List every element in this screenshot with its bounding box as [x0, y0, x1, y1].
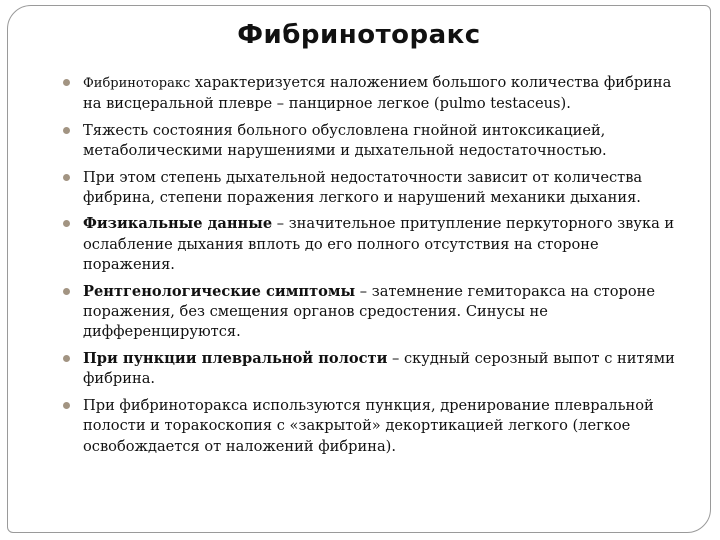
bullet-icon [63, 355, 70, 362]
list-item [83, 349, 683, 390]
item-lead: При пункции плевральной полости [83, 349, 388, 367]
list-item [83, 121, 683, 162]
slide-title: Фибриноторакс [237, 20, 481, 50]
bullet-icon [63, 288, 70, 295]
bullet-icon [63, 402, 70, 409]
item-text: – скудный серозный выпот с нитями фибрина. [83, 349, 675, 388]
item-text: Тяжесть состояния больного обусловлена гнойной интоксикацией, метаболическими нарушениями и дыхательной недостаточностью. [83, 121, 607, 160]
item-lead: Рентгенологические симптомы [83, 282, 356, 300]
list-item [83, 396, 683, 457]
item-text: При фибриноторакса используются пункция, дренирование плевральной полости и торакоскопия с «закрытой» декортикацией легкого (легкое освобождается от наложений фибрина). [83, 396, 654, 455]
item-text: – затемнение гемиторакса на стороне поражения, без смещения органов средостения. Синусы не дифференцируются. [83, 282, 656, 341]
bullet-icon [63, 220, 70, 227]
list-item [83, 73, 683, 115]
item-text: характеризуется наложением большого количества фибрина на висцеральной плевре – панцирное легкое (pulmo testaceus). [83, 74, 672, 113]
bullet-icon [63, 79, 70, 86]
list-item [83, 282, 683, 343]
item-text: – значительное притупление перкуторного звука и ослабление дыхания вплоть до его полного отсутствия на стороне поражения. [83, 215, 675, 274]
item-lead: Физикальные данные [83, 215, 273, 233]
slide-frame [7, 5, 711, 533]
bullet-list [83, 73, 683, 463]
list-item [83, 214, 683, 275]
bullet-icon [63, 174, 70, 181]
item-lead: Фибриноторакс [83, 76, 191, 91]
list-item [83, 168, 683, 209]
item-text: При этом степень дыхательной недостаточности зависит от количества фибрина, степени поражения легкого и нарушений механики дыхания. [83, 168, 643, 207]
bullet-icon [63, 127, 70, 134]
